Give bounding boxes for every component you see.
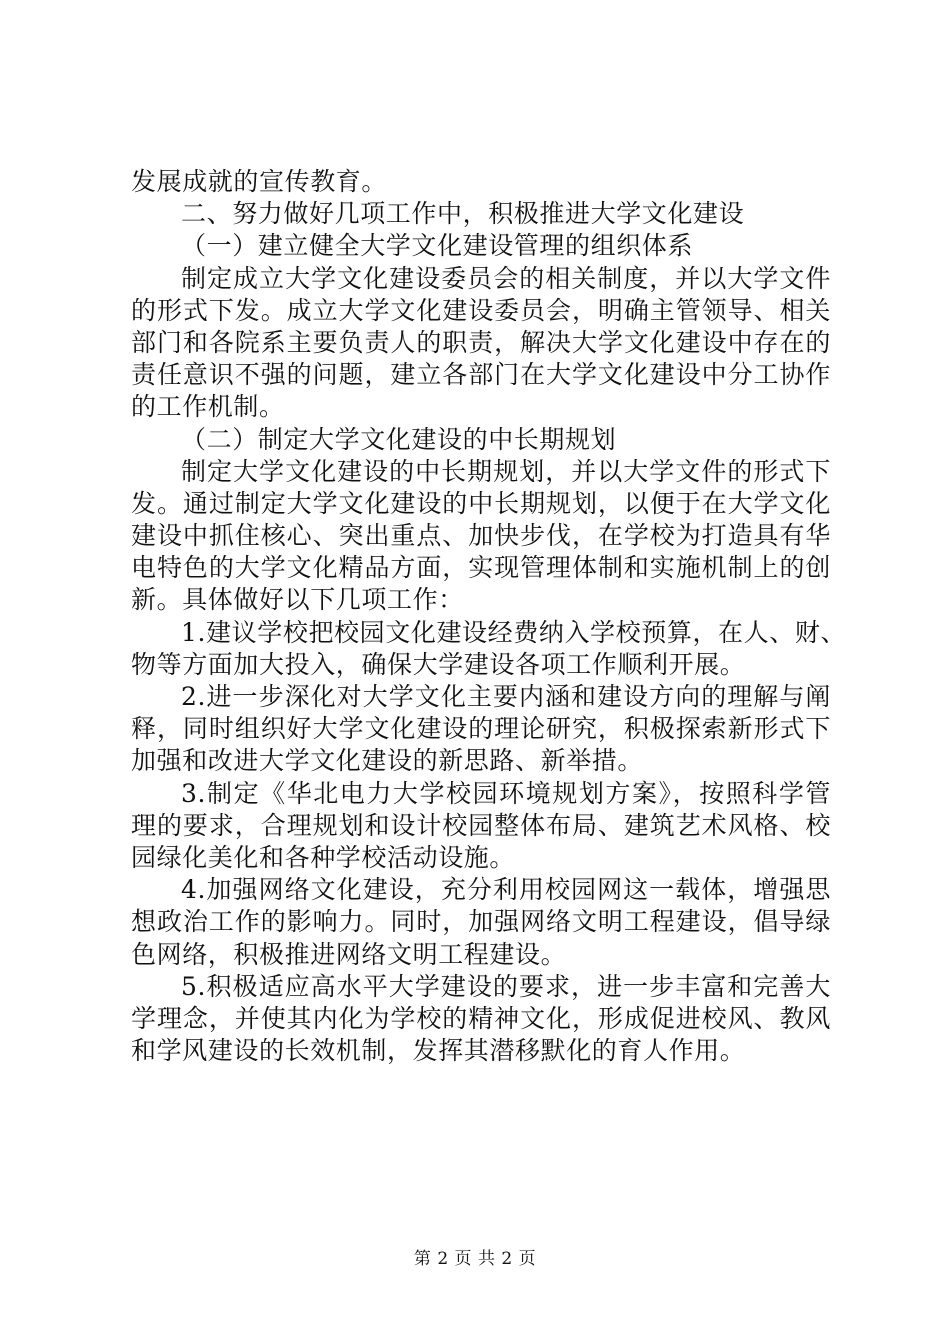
list-item-text: 5.积极适应高水平大学建设的要求，进一步丰富和完善大 (181, 971, 831, 1001)
list-item-text: 物等方面加大投入，确保大学建设各项工作顺利开展。 (131, 649, 746, 679)
text-line: 发。通过制定大学文化建设的中长期规划，以便于在大学文化 (131, 488, 831, 518)
text-line: 建设中抓住核心、突出重点、加快步伐，在学校为打造具有华 (131, 521, 831, 551)
text-line: 电特色的大学文化精品方面，实现管理体制和实施机制上的创 (131, 553, 831, 583)
text-line: 部门和各院系主要负责人的职责，解决大学文化建设中存在的 (131, 327, 831, 357)
text-line: 发展成就的宣传教育。 (131, 167, 388, 196)
list-item-text: 1.建议学校把校园文化建设经费纳入学校预算，在人、财、 (181, 617, 847, 647)
list-item-text: 2.进一步深化对大学文化主要内涵和建设方向的理解与阐 (181, 682, 831, 711)
text-line: 的形式下发。成立大学文化建设委员会，明确主管领导、相关 (131, 295, 831, 325)
text-line: 制定成立大学文化建设委员会的相关制度，并以大学文件 (181, 263, 831, 293)
text-line: 新。具体做好以下几项工作： (131, 585, 464, 615)
text-line: 制定大学文化建设的中长期规划，并以大学文件的形式下 (181, 456, 831, 486)
subsection-heading: （一）建立健全大学文化建设管理的组织体系 (181, 231, 694, 261)
list-item-text: 释，同时组织好大学文化建设的理论研究，积极探索新形式下 (131, 714, 831, 744)
list-item-text: 和学风建设的长效机制，发挥其潜移默化的育人作用。 (131, 1036, 746, 1066)
text-line: 责任意识不强的问题，建立各部门在大学文化建设中分工协作 (131, 360, 831, 390)
text-line: 的工作机制。 (131, 392, 285, 422)
list-item-text: 色网络，积极推进网络文明工程建设。 (131, 939, 567, 969)
section-heading: 二、努力做好几项工作中，积极推进大学文化建设 (181, 199, 745, 229)
list-item-text: 园绿化美化和各种学校活动设施。 (131, 842, 516, 872)
list-item-text: 3.制定《华北电力大学校园环境规划方案》，按照科学管 (181, 778, 831, 808)
list-item-text: 学理念，并使其内化为学校的精神文化，形成促进校风、教风 (131, 1003, 831, 1033)
page-number-footer: 第 2 页 共 2 页 (413, 1249, 537, 1269)
document-body (131, 166, 847, 1067)
list-item-text: 4.加强网络文化建设，充分利用校园网这一载体，增强思 (181, 875, 831, 905)
list-item-text: 加强和改进大学文化建设的新思路、新举措。 (131, 746, 644, 776)
subsection-heading: （二）制定大学文化建设的中长期规划 (181, 424, 617, 454)
list-item-text: 想政治工作的影响力。同时，加强网络文明工程建设，倡导绿 (131, 907, 831, 937)
list-item-text: 理的要求，合理规划和设计校园整体布局、建筑艺术风格、校 (131, 810, 831, 840)
